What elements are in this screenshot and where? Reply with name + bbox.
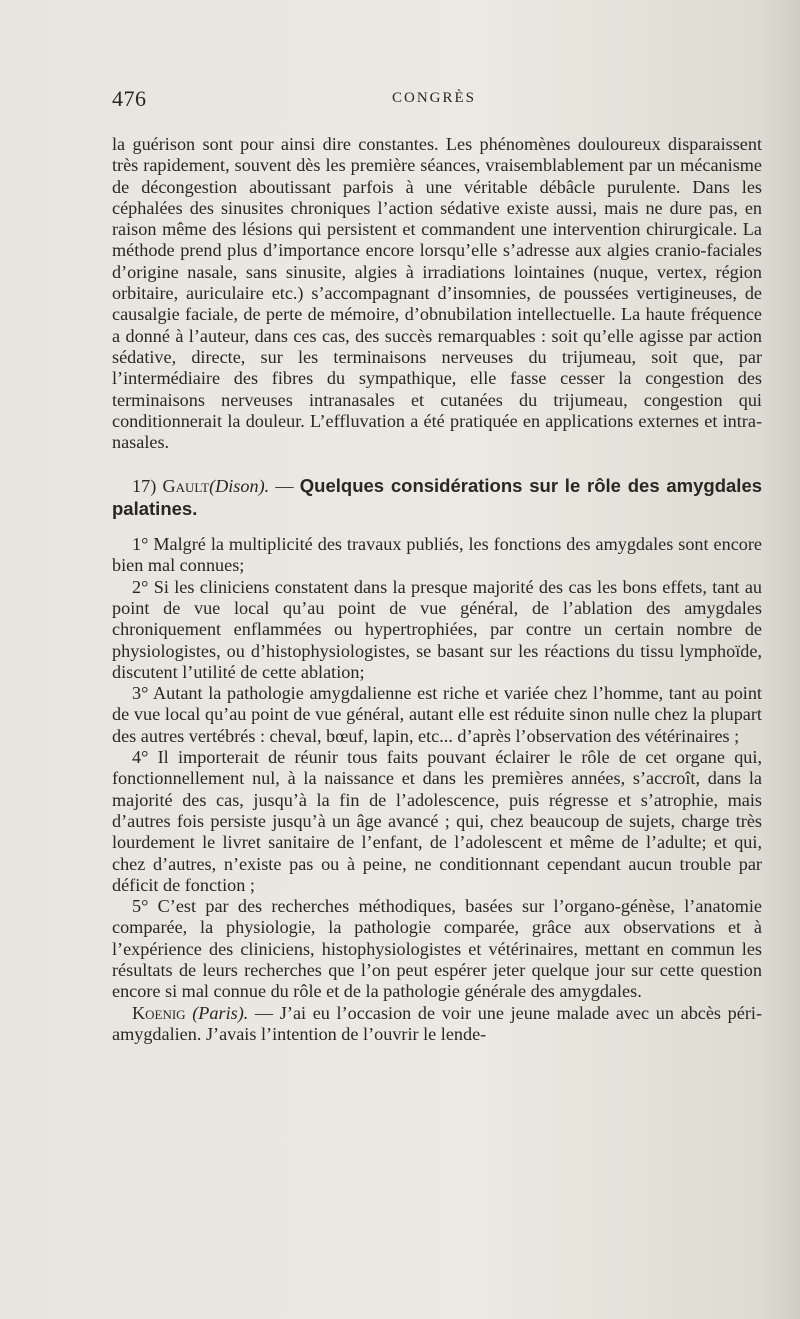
page-body — [112, 134, 762, 1045]
list-item-2: 2° Si les cliniciens constatent dans la presque majorité des cas les bons effets, tant au point de vue local qu’au point de vue général, de l’ablation des amygdales chroniquement enflammées ou hypertrophiées, par contre un certain nombre de physiologistes, ou d’histophysiologistes, se basant sur les réactions du tissu lymphoïde, discutent l’utilité de cette ablation; — [112, 576, 762, 682]
koenig-author: Koenig — [132, 1002, 186, 1023]
list-item-5: 5° C’est par des recherches méthodiques, basées sur l’organo-génèse, l’anatomie comparée, la physiologie, la pathologie comparée, grâce aux observations et à l’expérience des cliniciens, histophysiologistes et vétérinaires, mettant en commun les résultats de leurs recherches que l’on peut espérer jeter quelque jour sur cette question encore si mal connue du rôle et de la pathologie générale des amygdales. — [112, 896, 762, 1002]
list-item-4: 4° Il importerait de réunir tous faits pouvant éclairer le rôle de cet organe qui, fonctionnellement nul, à la naissance et dans les premières années, s’accroît, dans la majorité des cas, jusqu’à la fin de l’adolescence, puis régresse et s’atrophie, mais d’autres fois persiste jusqu’à un âge avancé ; qui, chez beaucoup de sujets, charge très lourdement le livret sanitaire de l’enfant, de l’adolescent et même de l’adulte; et qui, chez d’autres, n’existe pas ou à peine, ne conditionnant cependant aucun trouble par déficit de fonction ; — [112, 747, 762, 895]
page-header — [112, 86, 760, 116]
section-place: (Dison). — [209, 476, 270, 497]
list-item-3: 3° Autant la pathologie amygdalienne est riche et variée chez l’homme, tant au point de vue local qu’au point de vue général, autant elle est réduite sinon nulle chez la plupart des autres vertébrés : cheval, bœuf, lapin, etc... d’après l’observation des vétérinaires ; — [112, 683, 762, 746]
paragraph-continuation: la guérison sont pour ainsi dire constantes. Les phénomènes douloureux disparaissent très rapidement, souvent dès les première séances, vraisemblablement par un mécanisme de décongestion aboutissant parfois à une véritable débâcle purulente. Dans les céphalées des sinusites chroniques l’action sédative existe aussi, mais ne dure pas, en raison même des lésions qui persistent et commandent une intervention chirurgicale. La méthode prend plus d’importance encore lorsqu’elle s’adresse aux algies cranio-faciales d’origine nasale, sans sinusite, algies à irradiations lointaines (nuque, vertex, région orbitaire, auriculaire etc.) s’accompagnant d’insomnies, de poussées vertigineuses, de causalgie faciale, de perte de mémoire, d’obnubilation intellectuelle. La haute fréquence a donné à l’auteur, dans ces cas, des succès remarquables : soit qu’elle agisse par action sédative, directe, sur les terminaisons nerveuses du trijumeau, soit que, par l’intermédiaire des fibres du sympathique, elle fasse cesser la congestion des terminaisons nerveuses intranasales et cutanées du trijumeau, congestion qui conditionnerait la douleur. L’effluvation a été pratiquée en applications externes et intra-nasales. — [112, 134, 762, 453]
section-number: 17) — [132, 476, 157, 497]
list-item-1: 1° Malgré la multiplicité des travaux publiés, les fonctions des amygdales sont encore bien mal connues; — [112, 534, 762, 576]
section-17-heading — [112, 475, 762, 520]
koenig-paragraph — [112, 1003, 762, 1046]
section-title: Quelques considérations sur le rôle des amygdales palatines. — [112, 475, 763, 519]
section-dash: — — [275, 476, 294, 497]
page-number: 476 — [112, 86, 147, 111]
koenig-text: — J’ai eu l’occasion de voir une jeune malade avec un abcès péri-amygdalien. J’avais l’intention de l’ouvrir le lende- — [112, 1002, 762, 1044]
running-head: CONGRÈS — [392, 90, 477, 106]
section-author: Gault — [162, 476, 210, 497]
koenig-place: (Paris). — [192, 1002, 249, 1023]
